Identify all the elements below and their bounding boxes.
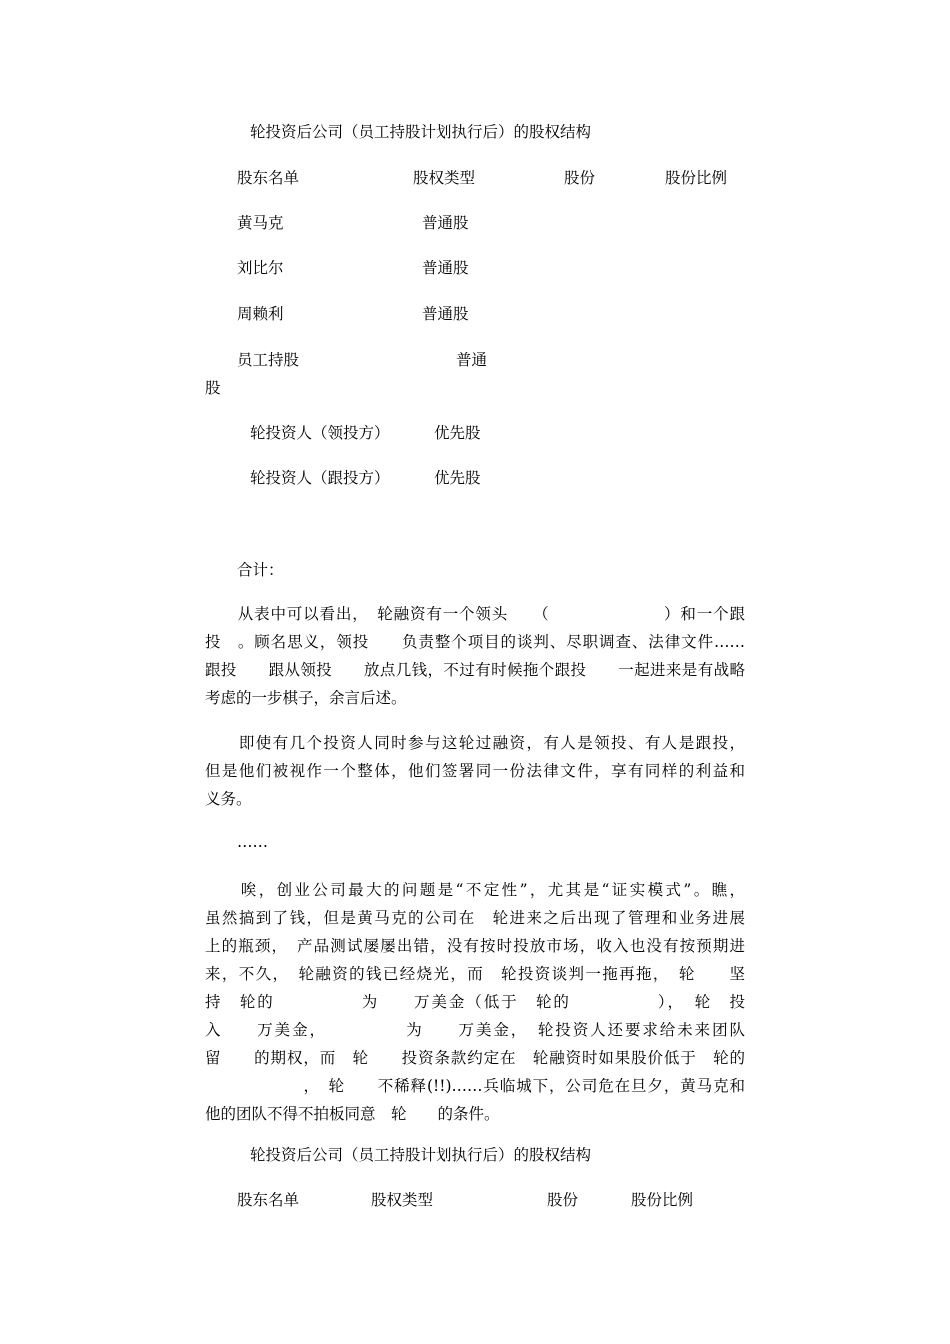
table1-row-name: 黄马克 [237,214,284,232]
text-line: 入 万美金， 为 万美金， 轮投资人还要求给未来团队 [205,1021,745,1039]
table1-row-type: 普通股 [422,259,469,277]
text-line: 来，不久， 轮融资的钱已经烧光，而 轮投资谈判一拖再拖， 轮 坚 [205,965,745,983]
table1-row-type: 普通 [456,351,488,369]
table1-row-name: 员工持股 [237,351,300,369]
table1-row-name: 周赖利 [237,305,284,323]
table1-header-type: 股权类型 [413,169,476,187]
table1-title: 轮投资后公司（员工持股计划执行后）的股权结构 [250,123,592,141]
paragraph-investor-group [205,729,745,813]
text-line: 上的瓶颈， 产品测试屡屡出错，没有按时投放市场，收入也没有按预期进 [205,937,745,955]
table1-header-holder: 股东名单 [237,169,300,187]
table1-header-shares: 股份 [564,169,596,187]
text-line: 唉，创业公司最大的问题是“不定性”，尤其是“证实模式”。瞧， [205,881,745,899]
text-line: 跟投 跟从领投 放点几钱，不过有时候拖个跟投 一起进来是有战略 [205,661,745,679]
table1-row-type: 优先股 [434,424,481,442]
text-line: 他的团队不得不拍板同意 轮 的条件。 [205,1105,500,1123]
text-line: 投 。顾名思义，领投 负责整个项目的谈判、尽职调查、法律文件…… [205,633,745,651]
paragraph-startup-uncertainty [205,876,745,1128]
table2-header-ratio: 股份比例 [631,1191,694,1209]
text-line: 但是他们被视作一个整体，他们签署同一份法律文件，享有同样的利益和 [205,762,745,780]
table1-row-type: 普通股 [422,305,469,323]
text-line: 考虑的一步棋子，余言后述。 [205,689,407,707]
table1-row-name: 轮投资人（领投方） [250,424,390,442]
text-line: 持 轮的 为 万美金（低于 轮的 ）， 轮 投 [205,993,745,1011]
text-line: 虽然搞到了钱，但是黄马克的公司在 轮进来之后出现了管理和业务进展 [205,909,745,927]
table1-row-name: 刘比尔 [237,259,284,277]
ellipsis-text: …… [237,833,268,851]
paragraph-lead-investor [205,600,745,712]
table2-header-type: 股权类型 [371,1191,434,1209]
table1-row-type: 普通股 [422,214,469,232]
text-line: ， 轮 不稀释(!!)……兵临城下，公司危在旦夕，黄马克和 [205,1077,745,1095]
text-line: 从表中可以看出， 轮融资有一个领头 （ ）和一个跟 [205,605,745,623]
table1-row-type-wrap: 股 [205,379,221,397]
table1-row-type: 优先股 [434,469,481,487]
table1-total-label: 合计： [237,561,284,579]
text-line: 义务。 [205,790,252,808]
table2-title: 轮投资后公司（员工持股计划执行后）的股权结构 [250,1146,592,1164]
table2-header-holder: 股东名单 [237,1191,300,1209]
text-line: 留 的期权，而 轮 投资条款约定在 轮融资时如果股价低于 轮的 [205,1049,745,1067]
table1-header-ratio: 股份比例 [665,169,728,187]
table1-row-name: 轮投资人（跟投方） [250,469,390,487]
text-line: 即使有几个投资人同时参与这轮过融资，有人是领投、有人是跟投， [205,734,745,752]
table2-header-shares: 股份 [547,1191,579,1209]
